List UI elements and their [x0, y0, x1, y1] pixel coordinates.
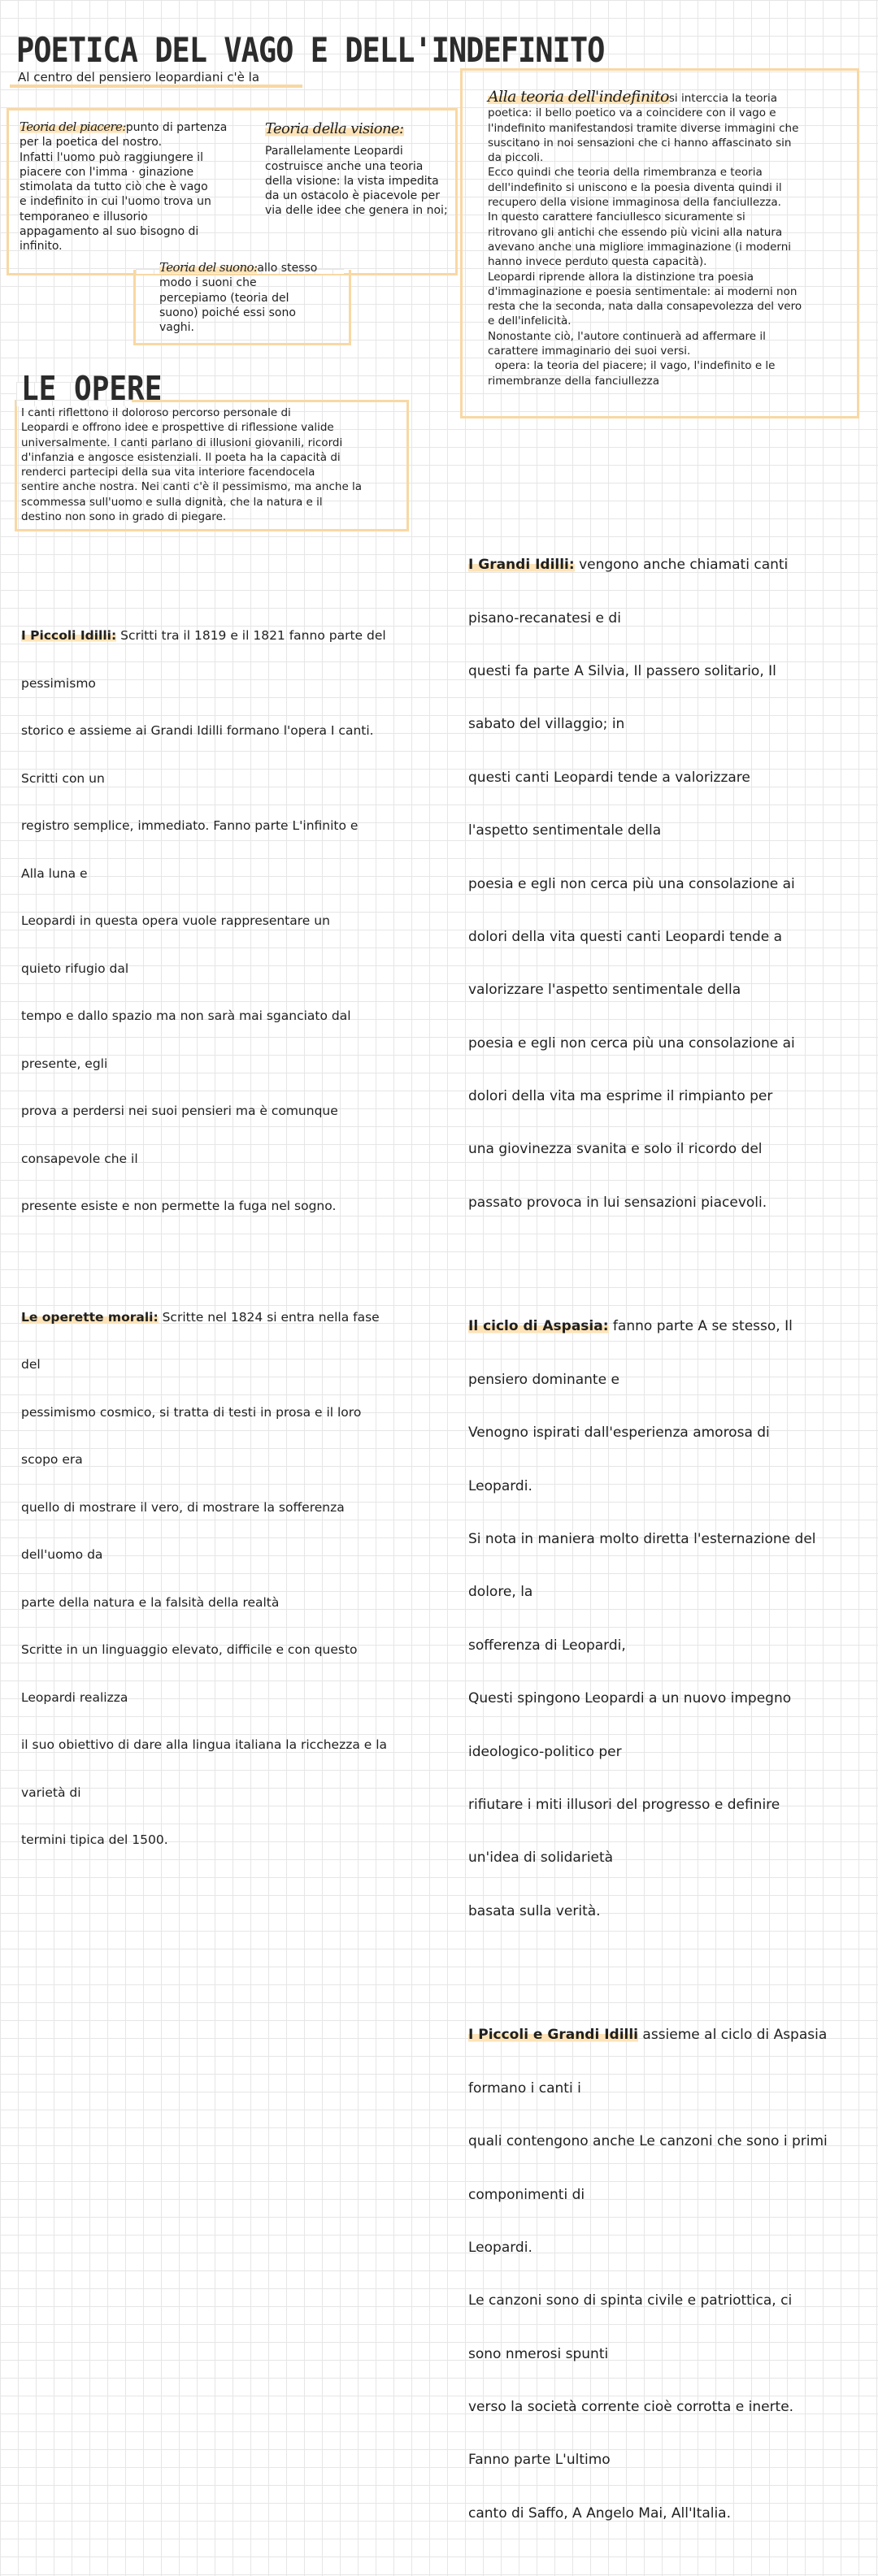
teoria-suono: Teoria del suono:allo stesso modo i suoni che percepiamo (teoria del suono) poiché essi sono vaghi.: [159, 260, 318, 335]
operette-morali-label: Le operette morali:: [21, 1309, 159, 1325]
grandi-idilli-section: I Grandi Idilli: vengono anche chiamati canti pisano-recanatesi e di questi fa parte A Silvia, Il passero solitario, Il sabato del villaggio; in questi canti Leopardi tende a valorizzare l'aspetto sentimentale della poesia e egli non cerca più una consolazione ai dolori della vita questi canti Leopardi tende a valorizzare l'aspetto sentimentale della poesia e egli non cerca più una consolazione ai dolori della vita ma esprime il rimpianto per una giovinezza svanita e solo il ricordo del passato provoca in lui sensazioni piacevoli.: [468, 557, 795, 1211]
teoria-suono-label: Teoria del suono:: [159, 260, 258, 275]
piccoli-idilli-label: I Piccoli Idilli:: [21, 628, 117, 643]
teoria-indefinito-label: Alla teoria dell'indefinito: [488, 88, 669, 106]
ciclo-aspasia-section: Il ciclo di Aspasia: fanno parte A se stesso, Il pensiero dominante e Venogno ispirati dall'esperienza amorosa di Leopardi. Si nota in maniera molto diretta l'esternazione del dolore, la sofferenza di Leopardi, Questi spingono Leopardi a un nuovo impegno ideologico-politico per rifiutare i miti illusori del progresso e definire un'idea di solidarietà basata sulla verità.: [468, 1318, 816, 1919]
teoria-indefinito: Alla teoria dell'indefinitosi interccia la teoria poetica: il bello poetico va a coincidere con il vago e l'indefinito manifestandosi tramite diverse immagini che suscitano in noi sensazioni che ci hanno affascinato sin da piccoli. Ecco quindi che teoria della rimembranza e teoria dell'indefinito si uniscono e la poesia diventa quindi il recupero della visione immaginosa della fanciullezza. In questo carattere fanciullesco sicuramente si ritrovano gli antichi che essendo più vicini alla natura avevano anche una migliore immaginazione (i moderni hanno invece perduto questa capacità). Leopardi riprende allora la distinzione tra poesia d'immaginazione e poesia sentimentale: ai moderni non resta che la seconda, nata dalla consapevolezza del vero e dell'infelicità. Nonostante ciò, l'autore continuerà ad affermare il carattere immaginario dei suoi versi. opera: la teoria del piacere; il vago, l'indefinito e le rimembranze della fanciullezza: [488, 88, 802, 388]
opere-title: LE OPERE: [21, 370, 163, 409]
teoria-visione: Teoria della visione: Parallelamente Leopardi costruisce anche una teoria della visione: la vista impedita da un ostacolo è piacevole per via delle idee che genera in noi;: [265, 120, 448, 218]
left-column: [21, 565, 444, 1896]
operette-morali-section: Le operette morali: Scritte nel 1824 si entra nella fase del pessimismo cosmico, si tratta di testi in prosa e il loro scopo era quello di mostrare il vero, di mostrare la sofferenza dell'uomo da parte della natura e la falsità della realtà Scritte in un linguaggio elevato, difficile e con questo Leopardi realizza il suo obiettivo di dare alla lingua italiana la ricchezza e la varietà di termini tipica del 1500.: [21, 1309, 388, 1847]
teoria-piacere-label: Teoria del piacere:: [20, 119, 126, 134]
page-subtitle: Al centro del pensiero leopardiani c'è la: [18, 70, 260, 85]
page-title: POETICA DEL VAGO E DELL'INDEFINITO: [16, 31, 605, 71]
opere-text: I canti riflettono il doloroso percorso personale di Leopardi e offrono idee e prospettive di riflessione valide universalmente. I canti parlano di illusioni giovanili, ricordi d'infanzia e angosce esistenziali. Il poeta ha la capacità di renderci partecipi della sua vita interiore facendocela sentire anche nostra. Nei canti c'è il pessimismo, ma anche la scommessa sull'uomo e sulla dignità, che la natura e il destino non sono in grado di piegare.: [21, 406, 363, 524]
right-column: [468, 486, 871, 2576]
canti-section: I Piccoli e Grandi Idilli assieme al ciclo di Aspasia formano i canti i quali contengono anche Le canzoni che sono i primi componimenti di Leopardi. Le canzoni sono di spinta civile e patriottica, ci sono nmerosi spunti verso la società corrente cioè corrotta e inerte. Fanno parte L'ultimo canto di Saffo, A Angelo Mai, All'Italia.: [468, 2027, 828, 2522]
canti-label: I Piccoli e Grandi Idilli: [468, 2027, 639, 2044]
piccoli-idilli-section: I Piccoli Idilli: Scritti tra il 1819 e il 1821 fanno parte del pessimismo storico e assieme ai Grandi Idilli formano l'opera I canti. Scritti con un registro semplice, immediato. Fanno parte L'infinito e Alla luna e Leopardi in questa opera vuole rappresentare un quieto rifugio dal tempo e dallo spazio ma non sarà mai sganciato dal presente, egli prova a perdersi nei suoi pensieri ma è comunque consapevole che il presente esiste e non permette la fuga nel sogno.: [21, 628, 386, 1213]
subtitle-underline: [10, 85, 302, 88]
teoria-piacere: Teoria del piacere:punto di partenza per la poetica del nostro. Infatti l'uomo può raggiungere il piacere con l'imma · ginazione stimolata da tutto ciò che è vago e indefinito in cui l'uomo trova un temporaneo e illusorio appagamento al suo bisogno di infinito.: [20, 119, 228, 254]
ciclo-aspasia-label: Il ciclo di Aspasia:: [468, 1318, 609, 1335]
grandi-idilli-label: I Grandi Idilli:: [468, 557, 575, 574]
teoria-visione-label: Teoria della visione:: [265, 120, 404, 137]
